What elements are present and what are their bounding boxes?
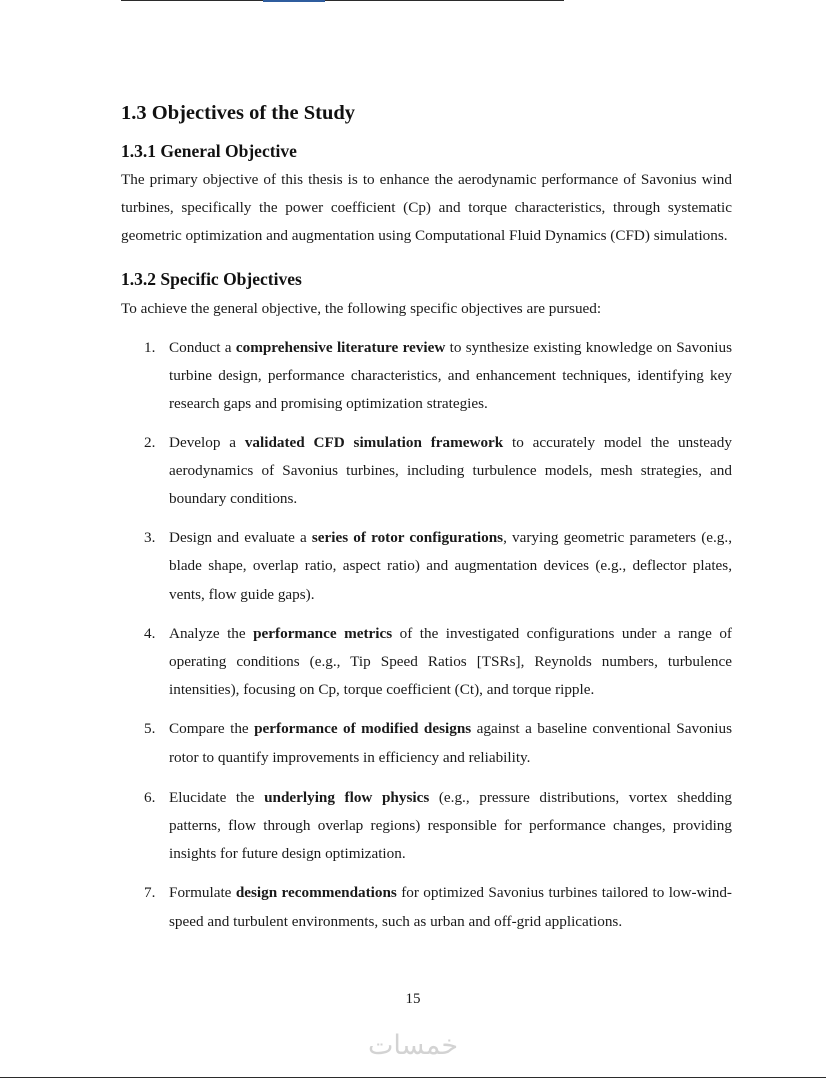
item-number: 7. — [144, 884, 156, 902]
general-objective-paragraph: The primary objective of this thesis is to enhance the aerodynamic performance of Savonius wind turbines, specifically the power coefficient (Cp) and torque characteristics, through systematic geometric optimization and augmentation using Computational Fluid Dynamics (CFD) simulations. — [121, 171, 732, 244]
page-number: 15 — [405, 991, 421, 1007]
section-title: 1.3 Objectives of the Study — [121, 102, 356, 124]
objective-item-7 — [121, 879, 732, 935]
item-text-post: against a baseline conventional Savonius rotor to quantify improvements in efficiency and reliability. — [169, 720, 732, 766]
objective-item-6 — [121, 784, 732, 869]
bottom-rule — [0, 1077, 826, 1078]
item-emphasis: underlying flow physics — [264, 788, 430, 806]
item-emphasis: performance of modified designs — [254, 720, 472, 738]
specific-objectives-heading: 1.3.2 Specific Objectives — [121, 269, 302, 289]
item-emphasis: performance metrics — [253, 624, 393, 642]
top-accent-bar — [263, 0, 325, 2]
item-number: 2. — [144, 433, 156, 451]
item-text-pre: Design and evaluate a — [169, 529, 312, 547]
page-content — [121, 96, 732, 936]
item-text-post: (e.g., pressure distributions, vortex shedding patterns, flow through overlap regions) responsible for performance changes, providing insights for future design optimization. — [169, 788, 732, 863]
item-number: 4. — [144, 624, 156, 642]
item-text-pre: Compare the — [169, 720, 255, 738]
item-text-pre: Elucidate the — [169, 788, 265, 806]
item-emphasis: validated CFD simulation framework — [244, 433, 504, 451]
specific-objectives-intro: To achieve the general objective, the following specific objectives are pursued: — [121, 300, 602, 317]
objective-item-4 — [121, 620, 732, 705]
objective-item-5 — [121, 715, 732, 771]
objectives-list — [121, 334, 732, 936]
item-number: 3. — [144, 529, 156, 547]
item-text-post: to accurately model the unsteady aerodynamics of Savonius turbines, including turbulence models, mesh strategies, and boundary conditions. — [169, 433, 732, 508]
objective-item-1 — [121, 334, 732, 419]
item-text-post: , varying geometric parameters (e.g., blade shape, overlap ratio, aspect ratio) and augmentation devices (e.g., deflector plates, vents, flow guide gaps). — [169, 529, 732, 603]
item-text-pre: Develop a — [169, 433, 245, 451]
objective-item-2 — [121, 429, 732, 514]
item-number: 5. — [144, 720, 156, 738]
item-text-pre: Conduct a — [169, 339, 236, 356]
item-text-post: to synthesize existing knowledge on Savonius turbine design, performance characteristics, and enhancement techniques, identifying key research gaps and promising optimization strategies. — [169, 339, 732, 413]
item-text-pre: Formulate — [169, 884, 236, 902]
item-emphasis: design recommendations — [235, 884, 397, 902]
item-number: 1. — [144, 339, 156, 356]
item-text-pre: Analyze the — [169, 624, 254, 642]
item-text-post: of the investigated configurations under a range of operating conditions (e.g., Tip Speed Ratios [TSRs], Reynolds numbers, turbulence intensities), focusing on Cp, torque coefficient (Ct), and torque ripple. — [169, 624, 732, 699]
item-emphasis: series of rotor configurations — [311, 529, 504, 547]
top-rule — [121, 0, 564, 1]
item-number: 6. — [144, 788, 156, 806]
general-objective-heading: 1.3.1 General Objective — [121, 141, 297, 161]
item-emphasis: comprehensive literature review — [235, 339, 446, 356]
objective-item-3 — [121, 524, 732, 609]
watermark-logo: خمسات — [367, 1030, 459, 1061]
item-text-post: for optimized Savonius turbines tailored to low-wind-speed and turbulent environments, such as urban and off-grid applications. — [169, 884, 732, 930]
